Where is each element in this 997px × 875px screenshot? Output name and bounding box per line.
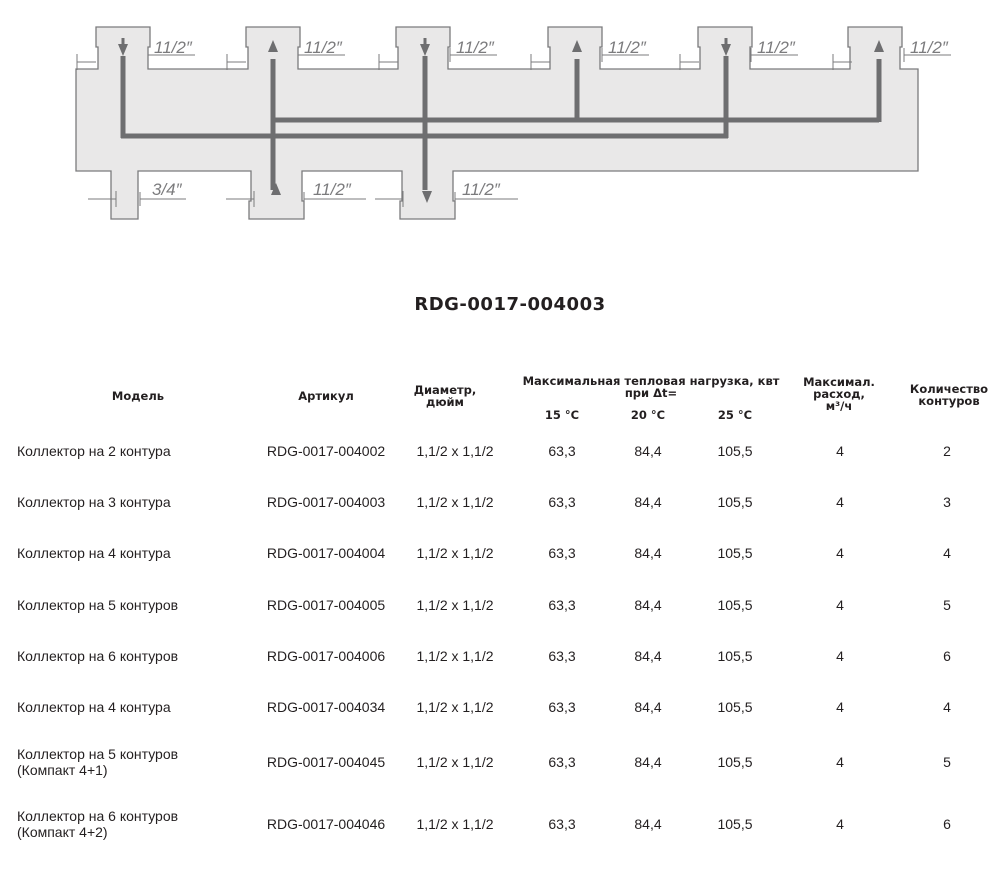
cell-diameter: 1,1/2 x 1,1/2 [416,699,494,715]
header-t25: 25 °С [717,408,753,422]
cell-flow: 4 [836,648,844,664]
cell-model-line: Коллектор на 5 контуров [17,597,179,613]
cell-model [17,545,247,561]
cell-count: 5 [943,754,951,770]
cell-t25: 105,5 [717,443,753,459]
cell-model [17,597,247,613]
cell-t15: 63,3 [548,699,576,715]
cell-flow: 4 [836,545,844,561]
cell-t25: 105,5 [717,699,753,715]
cell-flow: 4 [836,699,844,715]
cell-t20: 84,4 [634,597,662,613]
port-top-1-dim-label: 11/2″ [154,38,192,57]
cell-diameter: 1,1/2 x 1,1/2 [416,816,494,832]
port-top-5-dim-label: 11/2″ [757,38,795,57]
cell-t20: 84,4 [634,754,662,770]
cell-model [17,494,247,510]
port-bottom-1-dim-label: 3/4″ [152,180,182,199]
cell-t25: 105,5 [717,754,753,770]
cell-article: RDG-0017-004006 [266,648,386,664]
cell-count: 4 [943,699,951,715]
header-count-line1: Количество [909,382,989,396]
cell-count: 6 [943,816,951,832]
header-diameter-line2: дюйм [426,395,464,409]
cell-t20: 84,4 [634,816,662,832]
cell-model-line: (Компакт 4+1) [17,762,108,778]
cell-model [17,699,247,715]
cell-t20: 84,4 [634,443,662,459]
cell-flow: 4 [836,494,844,510]
cell-flow: 4 [836,816,844,832]
header-count [905,383,993,407]
cell-model-line: Коллектор на 6 контуров [17,648,179,664]
cell-diameter: 1,1/2 x 1,1/2 [416,754,494,770]
cell-count: 2 [943,443,951,459]
cell-t15: 63,3 [548,754,576,770]
cell-diameter: 1,1/2 x 1,1/2 [416,494,494,510]
port-top-2-dim-label: 11/2″ [304,38,342,57]
cell-model-line: Коллектор на 6 контуров [17,808,179,824]
port-bottom-3-dim-label: 11/2″ [462,180,500,199]
cell-t20: 84,4 [634,648,662,664]
cell-t15: 63,3 [548,545,576,561]
cell-diameter: 1,1/2 x 1,1/2 [416,648,494,664]
cell-model-line: Коллектор на 3 контура [17,494,171,510]
cell-flow: 4 [836,754,844,770]
cell-model-line: Коллектор на 4 контура [17,545,171,561]
cell-diameter: 1,1/2 x 1,1/2 [416,597,494,613]
header-flow-line2: расход, [813,387,865,401]
cell-t20: 84,4 [634,545,662,561]
cell-t15: 63,3 [548,597,576,613]
cell-t15: 63,3 [548,443,576,459]
cell-article: RDG-0017-004004 [266,545,386,561]
cell-t25: 105,5 [717,597,753,613]
cell-t15: 63,3 [548,816,576,832]
header-load-line1: Максимальная тепловая нагрузка, квт [522,374,780,388]
header-load [520,375,782,399]
cell-article: RDG-0017-004034 [266,699,386,715]
port-top-3-dim-label: 11/2″ [456,38,494,57]
header-flow [794,376,884,412]
cell-t15: 63,3 [548,494,576,510]
port-top-6-dim-label: 11/2″ [910,38,948,57]
cell-model-line: (Компакт 4+2) [17,824,108,840]
cell-article: RDG-0017-004003 [266,494,386,510]
cell-t20: 84,4 [634,494,662,510]
cell-model-line: Коллектор на 5 контуров [17,746,179,762]
cell-article: RDG-0017-004045 [266,754,386,770]
cell-article: RDG-0017-004046 [266,816,386,832]
cell-count: 3 [943,494,951,510]
cell-article: RDG-0017-004002 [266,443,386,459]
port-bottom-2-dim-label: 11/2″ [313,180,351,199]
header-diameter [412,384,478,408]
header-t20: 20 °С [630,408,666,422]
cell-diameter: 1,1/2 x 1,1/2 [416,545,494,561]
header-model: Модель [111,389,165,403]
header-flow-line3: м³/ч [825,399,853,413]
manifold-diagram [0,0,997,240]
cell-model [17,808,247,840]
cell-article: RDG-0017-004005 [266,597,386,613]
cell-t25: 105,5 [717,494,753,510]
header-article: Артикул [298,389,354,403]
header-t15: 15 °С [544,408,580,422]
cell-t25: 105,5 [717,545,753,561]
cell-count: 5 [943,597,951,613]
cell-count: 4 [943,545,951,561]
cell-model [17,746,247,778]
cell-flow: 4 [836,443,844,459]
cell-t25: 105,5 [717,816,753,832]
cell-t25: 105,5 [717,648,753,664]
header-diameter-line1: Диаметр, [413,383,477,397]
cell-model [17,443,247,459]
cell-model-line: Коллектор на 4 контура [17,699,171,715]
cell-model [17,648,247,664]
model-code-title: RDG-0017-004003 [414,294,606,315]
cell-diameter: 1,1/2 x 1,1/2 [416,443,494,459]
header-load-line2: при Δt= [624,386,678,400]
cell-count: 6 [943,648,951,664]
header-count-line2: контуров [918,394,980,408]
cell-t20: 84,4 [634,699,662,715]
cell-t15: 63,3 [548,648,576,664]
cell-flow: 4 [836,597,844,613]
header-flow-line1: Максимал. [803,375,875,389]
cell-model-line: Коллектор на 2 контура [17,443,171,459]
port-top-4-dim-label: 11/2″ [608,38,646,57]
